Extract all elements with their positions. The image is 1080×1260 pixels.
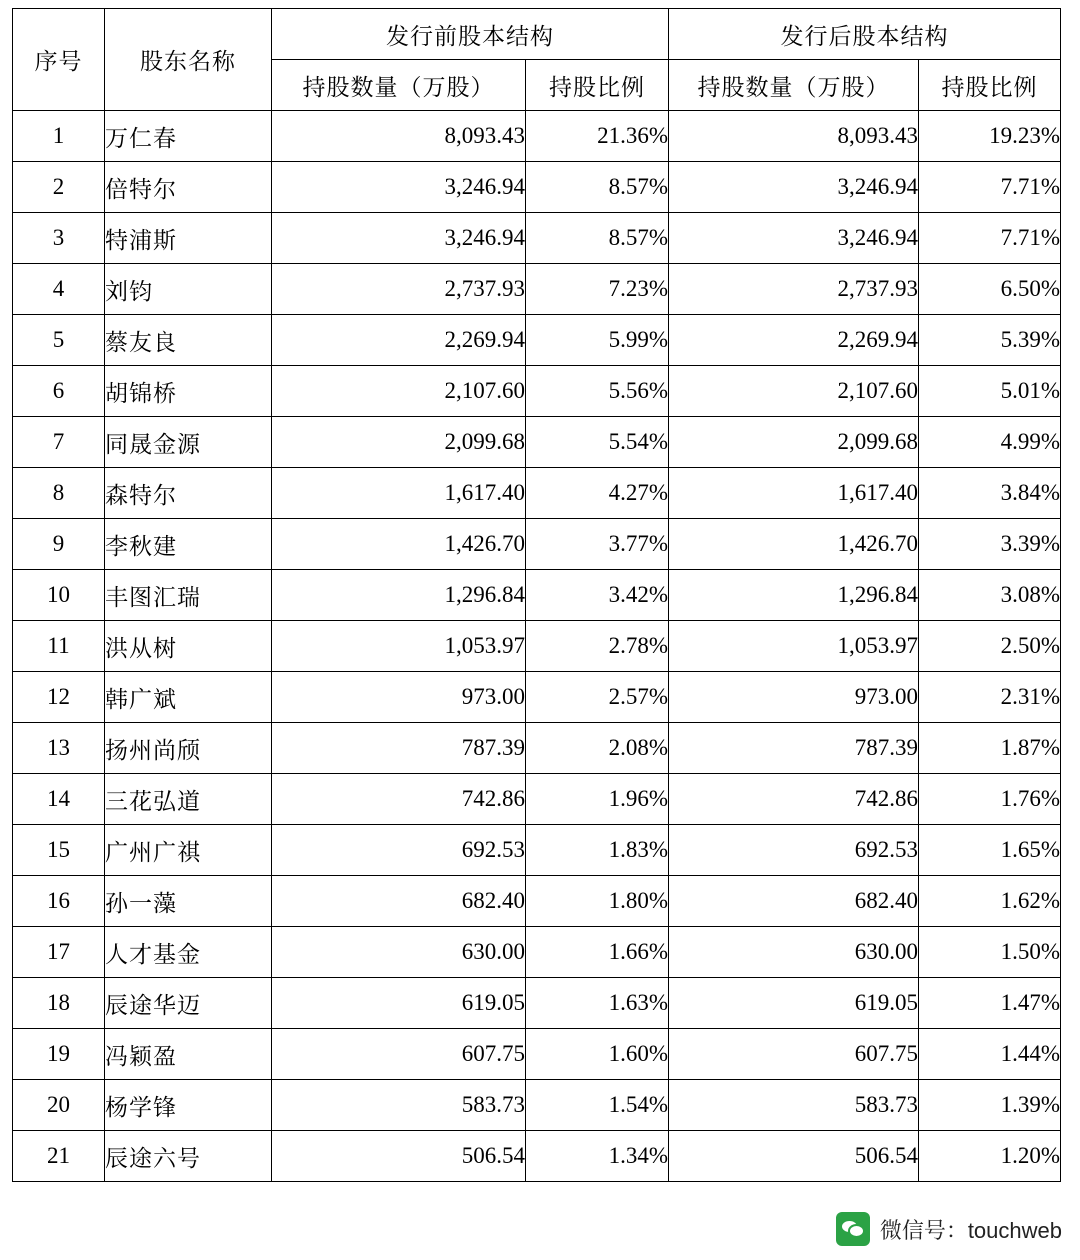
cell-shareholder: 森特尔 — [105, 468, 272, 519]
cell-shareholder: 辰途六号 — [105, 1131, 272, 1182]
cell-shares-before: 1,617.40 — [272, 468, 526, 519]
cell-shares-after: 3,246.94 — [669, 162, 919, 213]
cell-ratio-after: 7.71% — [919, 162, 1061, 213]
cell-no: 4 — [13, 264, 105, 315]
cell-shares-after: 506.54 — [669, 1131, 919, 1182]
cell-ratio-before: 1.60% — [526, 1029, 669, 1080]
table-header — [13, 9, 1061, 111]
cell-shares-before: 1,296.84 — [272, 570, 526, 621]
cell-shareholder: 倍特尔 — [105, 162, 272, 213]
cell-ratio-before: 21.36% — [526, 111, 669, 162]
table-header-row-1 — [13, 9, 1061, 60]
cell-shares-before: 973.00 — [272, 672, 526, 723]
cell-ratio-before: 1.80% — [526, 876, 669, 927]
table-row — [13, 621, 1061, 672]
cell-ratio-before: 3.77% — [526, 519, 669, 570]
cell-ratio-after: 1.20% — [919, 1131, 1061, 1182]
watermark-text: 微信号：touchweb — [879, 1217, 1062, 1243]
column-header-ratio-before: 持股比例 — [526, 60, 669, 111]
cell-ratio-before: 8.57% — [526, 213, 669, 264]
cell-shares-after: 583.73 — [669, 1080, 919, 1131]
cell-no: 14 — [13, 774, 105, 825]
cell-ratio-before: 2.78% — [526, 621, 669, 672]
cell-ratio-after: 6.50% — [919, 264, 1061, 315]
watermark — [836, 1212, 1062, 1246]
cell-no: 3 — [13, 213, 105, 264]
table-row — [13, 111, 1061, 162]
cell-no: 21 — [13, 1131, 105, 1182]
wechat-icon — [836, 1212, 870, 1246]
cell-ratio-after: 1.87% — [919, 723, 1061, 774]
cell-ratio-after: 3.84% — [919, 468, 1061, 519]
cell-shares-before: 630.00 — [272, 927, 526, 978]
cell-shares-before: 1,426.70 — [272, 519, 526, 570]
table-row — [13, 774, 1061, 825]
cell-shares-after: 8,093.43 — [669, 111, 919, 162]
cell-ratio-after: 19.23% — [919, 111, 1061, 162]
cell-shareholder: 人才基金 — [105, 927, 272, 978]
cell-shares-before: 1,053.97 — [272, 621, 526, 672]
cell-ratio-before: 1.83% — [526, 825, 669, 876]
cell-shares-before: 2,269.94 — [272, 315, 526, 366]
cell-shares-after: 1,617.40 — [669, 468, 919, 519]
document-page — [0, 8, 1080, 1260]
cell-ratio-after: 1.65% — [919, 825, 1061, 876]
table-row — [13, 417, 1061, 468]
table-row — [13, 825, 1061, 876]
shareholding-structure-table — [12, 8, 1061, 1182]
cell-shares-after: 1,053.97 — [669, 621, 919, 672]
cell-ratio-before: 5.54% — [526, 417, 669, 468]
cell-ratio-before: 1.34% — [526, 1131, 669, 1182]
cell-shareholder: 三花弘道 — [105, 774, 272, 825]
table-body — [13, 111, 1061, 1182]
cell-no: 13 — [13, 723, 105, 774]
cell-shareholder: 洪从树 — [105, 621, 272, 672]
cell-shareholder: 李秋建 — [105, 519, 272, 570]
cell-shares-after: 2,099.68 — [669, 417, 919, 468]
table-row — [13, 162, 1061, 213]
cell-no: 7 — [13, 417, 105, 468]
cell-ratio-before: 4.27% — [526, 468, 669, 519]
cell-ratio-before: 5.56% — [526, 366, 669, 417]
table-row — [13, 570, 1061, 621]
column-header-shareholder-name: 股东名称 — [105, 9, 272, 111]
cell-shares-after: 2,737.93 — [669, 264, 919, 315]
cell-shareholder: 同晟金源 — [105, 417, 272, 468]
cell-shares-after: 2,107.60 — [669, 366, 919, 417]
cell-shares-before: 607.75 — [272, 1029, 526, 1080]
cell-shareholder: 冯颖盈 — [105, 1029, 272, 1080]
cell-ratio-after: 1.39% — [919, 1080, 1061, 1131]
cell-ratio-before: 1.66% — [526, 927, 669, 978]
table-row — [13, 213, 1061, 264]
table-row — [13, 1080, 1061, 1131]
cell-ratio-after: 1.44% — [919, 1029, 1061, 1080]
cell-ratio-after: 5.39% — [919, 315, 1061, 366]
cell-ratio-before: 2.57% — [526, 672, 669, 723]
cell-ratio-after: 2.31% — [919, 672, 1061, 723]
cell-no: 16 — [13, 876, 105, 927]
cell-ratio-after: 5.01% — [919, 366, 1061, 417]
table-row — [13, 468, 1061, 519]
cell-shares-after: 787.39 — [669, 723, 919, 774]
cell-ratio-after: 1.50% — [919, 927, 1061, 978]
cell-shares-after: 3,246.94 — [669, 213, 919, 264]
cell-shares-before: 2,107.60 — [272, 366, 526, 417]
cell-no: 2 — [13, 162, 105, 213]
cell-no: 15 — [13, 825, 105, 876]
cell-ratio-before: 7.23% — [526, 264, 669, 315]
cell-no: 11 — [13, 621, 105, 672]
cell-shares-before: 506.54 — [272, 1131, 526, 1182]
cell-ratio-after: 1.47% — [919, 978, 1061, 1029]
cell-no: 9 — [13, 519, 105, 570]
cell-ratio-after: 4.99% — [919, 417, 1061, 468]
cell-shares-before: 692.53 — [272, 825, 526, 876]
cell-no: 6 — [13, 366, 105, 417]
cell-shareholder: 辰途华迈 — [105, 978, 272, 1029]
cell-shareholder: 特浦斯 — [105, 213, 272, 264]
cell-shares-before: 619.05 — [272, 978, 526, 1029]
cell-no: 10 — [13, 570, 105, 621]
table-row — [13, 366, 1061, 417]
cell-shares-after: 973.00 — [669, 672, 919, 723]
table-row — [13, 876, 1061, 927]
cell-ratio-after: 2.50% — [919, 621, 1061, 672]
cell-ratio-before: 1.96% — [526, 774, 669, 825]
column-header-shares-before: 持股数量（万股） — [272, 60, 526, 111]
cell-no: 20 — [13, 1080, 105, 1131]
cell-shares-after: 2,269.94 — [669, 315, 919, 366]
cell-shares-after: 607.75 — [669, 1029, 919, 1080]
cell-shares-before: 742.86 — [272, 774, 526, 825]
cell-shareholder: 丰图汇瑞 — [105, 570, 272, 621]
cell-ratio-after: 1.62% — [919, 876, 1061, 927]
cell-shares-before: 583.73 — [272, 1080, 526, 1131]
cell-shareholder: 杨学锋 — [105, 1080, 272, 1131]
cell-shareholder: 万仁春 — [105, 111, 272, 162]
cell-ratio-after: 1.76% — [919, 774, 1061, 825]
table-row — [13, 1029, 1061, 1080]
cell-shares-before: 3,246.94 — [272, 162, 526, 213]
cell-ratio-before: 2.08% — [526, 723, 669, 774]
cell-shares-after: 742.86 — [669, 774, 919, 825]
cell-shares-before: 3,246.94 — [272, 213, 526, 264]
column-header-shares-after: 持股数量（万股） — [669, 60, 919, 111]
cell-shares-after: 1,426.70 — [669, 519, 919, 570]
cell-ratio-before: 1.54% — [526, 1080, 669, 1131]
cell-shareholder: 韩广斌 — [105, 672, 272, 723]
cell-no: 17 — [13, 927, 105, 978]
cell-no: 8 — [13, 468, 105, 519]
cell-shares-before: 8,093.43 — [272, 111, 526, 162]
cell-shareholder: 刘钧 — [105, 264, 272, 315]
cell-ratio-before: 3.42% — [526, 570, 669, 621]
table-row — [13, 672, 1061, 723]
table-row — [13, 927, 1061, 978]
cell-shares-after: 630.00 — [669, 927, 919, 978]
cell-ratio-before: 1.63% — [526, 978, 669, 1029]
cell-shares-before: 2,737.93 — [272, 264, 526, 315]
cell-shareholder: 胡锦桥 — [105, 366, 272, 417]
cell-shares-before: 787.39 — [272, 723, 526, 774]
cell-no: 1 — [13, 111, 105, 162]
cell-ratio-before: 5.99% — [526, 315, 669, 366]
table-row — [13, 264, 1061, 315]
table-row — [13, 723, 1061, 774]
cell-shares-after: 692.53 — [669, 825, 919, 876]
column-header-no: 序号 — [13, 9, 105, 111]
cell-shareholder: 蔡友良 — [105, 315, 272, 366]
cell-shares-before: 682.40 — [272, 876, 526, 927]
cell-no: 12 — [13, 672, 105, 723]
table-row — [13, 978, 1061, 1029]
cell-no: 19 — [13, 1029, 105, 1080]
cell-shares-after: 619.05 — [669, 978, 919, 1029]
table-row — [13, 1131, 1061, 1182]
cell-shares-before: 2,099.68 — [272, 417, 526, 468]
cell-shareholder: 孙一藻 — [105, 876, 272, 927]
table-row — [13, 519, 1061, 570]
cell-shares-after: 682.40 — [669, 876, 919, 927]
cell-ratio-after: 3.39% — [919, 519, 1061, 570]
cell-ratio-before: 8.57% — [526, 162, 669, 213]
table-row — [13, 315, 1061, 366]
cell-shareholder: 广州广祺 — [105, 825, 272, 876]
cell-ratio-after: 3.08% — [919, 570, 1061, 621]
column-group-header-before-issue: 发行前股本结构 — [272, 9, 669, 60]
cell-shareholder: 扬州尚颀 — [105, 723, 272, 774]
cell-ratio-after: 7.71% — [919, 213, 1061, 264]
cell-shares-after: 1,296.84 — [669, 570, 919, 621]
column-group-header-after-issue: 发行后股本结构 — [669, 9, 1061, 60]
column-header-ratio-after: 持股比例 — [919, 60, 1061, 111]
cell-no: 18 — [13, 978, 105, 1029]
cell-no: 5 — [13, 315, 105, 366]
